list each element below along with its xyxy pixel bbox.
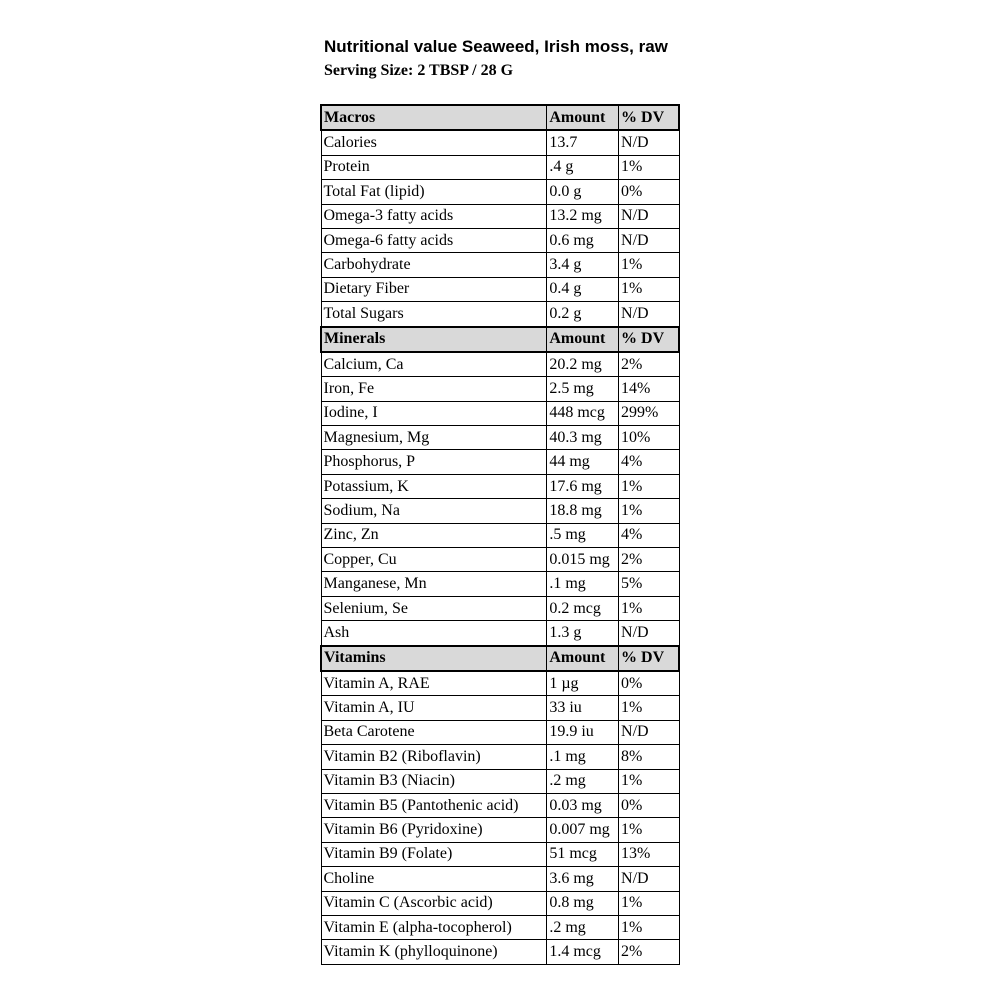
nutrient-name: Vitamin K (phylloquinone): [321, 940, 547, 964]
table-row: [321, 596, 679, 620]
nutrient-amount: .2 mg: [547, 915, 619, 939]
table-row: [321, 940, 679, 964]
table-row: [321, 769, 679, 793]
nutrient-name: Vitamin A, IU: [321, 696, 547, 720]
nutrient-dv: 13%: [619, 842, 679, 866]
nutrient-dv: N/D: [619, 720, 679, 744]
table-row: [321, 377, 679, 401]
nutrient-name: Selenium, Se: [321, 596, 547, 620]
table-row: [321, 621, 679, 646]
nutrient-name: Dietary Fiber: [321, 277, 547, 301]
nutrient-amount: .2 mg: [547, 769, 619, 793]
table-row: [321, 228, 679, 252]
nutrient-name: Calories: [321, 130, 547, 155]
nutrient-amount: 20.2 mg: [547, 352, 619, 377]
nutrient-name: Manganese, Mn: [321, 572, 547, 596]
nutrient-name: Calcium, Ca: [321, 352, 547, 377]
nutrient-amount: 0.4 g: [547, 277, 619, 301]
table-row: [321, 130, 679, 155]
nutrient-amount: 0.03 mg: [547, 793, 619, 817]
nutrient-dv: 0%: [619, 793, 679, 817]
table-row: [321, 499, 679, 523]
nutrient-amount: 13.7: [547, 130, 619, 155]
nutrient-name: Sodium, Na: [321, 499, 547, 523]
nutrient-dv: 10%: [619, 426, 679, 450]
table-row: [321, 745, 679, 769]
nutrient-amount: 2.5 mg: [547, 377, 619, 401]
nutrient-amount: 3.6 mg: [547, 867, 619, 891]
table-row: [321, 277, 679, 301]
nutrient-amount: 18.8 mg: [547, 499, 619, 523]
nutrition-table-body: [321, 105, 679, 964]
serving-size: Serving Size: 2 TBSP / 28 G: [324, 62, 514, 79]
document-title: Nutritional value Seaweed, Irish moss, raw: [324, 37, 668, 56]
nutrient-name: Zinc, Zn: [321, 523, 547, 547]
nutrient-dv: 1%: [619, 769, 679, 793]
nutrient-name: Total Sugars: [321, 302, 547, 327]
amount-header: Amount: [547, 646, 619, 671]
nutrient-name: Beta Carotene: [321, 720, 547, 744]
nutrient-name: Omega-6 fatty acids: [321, 228, 547, 252]
table-row: [321, 671, 679, 696]
nutrient-amount: 1 µg: [547, 671, 619, 696]
nutrient-dv: 1%: [619, 474, 679, 498]
nutrient-dv: 2%: [619, 352, 679, 377]
nutrient-amount: 3.4 g: [547, 253, 619, 277]
nutrient-amount: 0.2 g: [547, 302, 619, 327]
table-row: [321, 155, 679, 179]
table-row: [321, 204, 679, 228]
section-name: Macros: [321, 105, 547, 130]
table-row: [321, 426, 679, 450]
table-row: [321, 842, 679, 866]
nutrient-dv: 1%: [619, 499, 679, 523]
table-row: [321, 474, 679, 498]
nutrient-amount: 44 mg: [547, 450, 619, 474]
nutrient-name: Vitamin E (alpha-tocopherol): [321, 915, 547, 939]
table-row: [321, 572, 679, 596]
section-header-minerals: [321, 327, 679, 352]
table-row: [321, 696, 679, 720]
nutrient-dv: 1%: [619, 277, 679, 301]
nutrient-dv: 1%: [619, 253, 679, 277]
nutrient-amount: 51 mcg: [547, 842, 619, 866]
nutrient-amount: 1.3 g: [547, 621, 619, 646]
nutrient-name: Vitamin B3 (Niacin): [321, 769, 547, 793]
nutrient-name: Protein: [321, 155, 547, 179]
nutrient-dv: 2%: [619, 548, 679, 572]
nutrient-name: Iodine, I: [321, 401, 547, 425]
nutrient-amount: 17.6 mg: [547, 474, 619, 498]
nutrient-amount: 0.2 mcg: [547, 596, 619, 620]
table-row: [321, 818, 679, 842]
nutrition-table: [320, 104, 680, 965]
nutrient-amount: 0.015 mg: [547, 548, 619, 572]
nutrient-name: Vitamin B6 (Pyridoxine): [321, 818, 547, 842]
nutrient-amount: 40.3 mg: [547, 426, 619, 450]
amount-header: Amount: [547, 327, 619, 352]
nutrient-dv: 5%: [619, 572, 679, 596]
nutrient-amount: .5 mg: [547, 523, 619, 547]
nutrient-amount: .1 mg: [547, 745, 619, 769]
table-row: [321, 401, 679, 425]
nutrient-dv: N/D: [619, 228, 679, 252]
nutrient-name: Phosphorus, P: [321, 450, 547, 474]
table-row: [321, 180, 679, 204]
table-row: [321, 523, 679, 547]
nutrient-dv: 1%: [619, 891, 679, 915]
nutrient-amount: 0.007 mg: [547, 818, 619, 842]
nutrient-amount: 0.6 mg: [547, 228, 619, 252]
nutrient-dv: N/D: [619, 130, 679, 155]
nutrient-name: Vitamin B9 (Folate): [321, 842, 547, 866]
nutrient-dv: 4%: [619, 523, 679, 547]
table-row: [321, 548, 679, 572]
nutrient-dv: 1%: [619, 915, 679, 939]
table-row: [321, 302, 679, 327]
section-header-vitamins: [321, 646, 679, 671]
table-row: [321, 793, 679, 817]
nutrient-dv: N/D: [619, 621, 679, 646]
nutrient-dv: 14%: [619, 377, 679, 401]
section-header-macros: [321, 105, 679, 130]
nutrient-amount: 0.0 g: [547, 180, 619, 204]
dv-header: % DV: [619, 646, 679, 671]
nutrient-amount: 33 iu: [547, 696, 619, 720]
table-row: [321, 720, 679, 744]
section-name: Minerals: [321, 327, 547, 352]
nutrient-dv: 299%: [619, 401, 679, 425]
amount-header: Amount: [547, 105, 619, 130]
nutrient-dv: N/D: [619, 867, 679, 891]
table-row: [321, 891, 679, 915]
nutrient-name: Vitamin B2 (Riboflavin): [321, 745, 547, 769]
nutrient-amount: 0.8 mg: [547, 891, 619, 915]
nutrient-amount: 19.9 iu: [547, 720, 619, 744]
nutrient-dv: N/D: [619, 204, 679, 228]
section-name: Vitamins: [321, 646, 547, 671]
nutrient-dv: 1%: [619, 696, 679, 720]
nutrient-name: Iron, Fe: [321, 377, 547, 401]
nutrient-amount: .4 g: [547, 155, 619, 179]
nutrient-name: Magnesium, Mg: [321, 426, 547, 450]
nutrient-name: Total Fat (lipid): [321, 180, 547, 204]
nutrient-name: Choline: [321, 867, 547, 891]
nutrient-dv: 0%: [619, 180, 679, 204]
table-row: [321, 450, 679, 474]
nutrient-dv: 2%: [619, 940, 679, 964]
nutrient-dv: 4%: [619, 450, 679, 474]
nutrient-name: Carbohydrate: [321, 253, 547, 277]
nutrient-name: Copper, Cu: [321, 548, 547, 572]
dv-header: % DV: [619, 327, 679, 352]
nutrient-amount: 448 mcg: [547, 401, 619, 425]
nutrient-dv: 1%: [619, 155, 679, 179]
nutrient-dv: 1%: [619, 818, 679, 842]
nutrient-amount: 1.4 mcg: [547, 940, 619, 964]
dv-header: % DV: [619, 105, 679, 130]
nutrient-amount: 13.2 mg: [547, 204, 619, 228]
nutrient-dv: N/D: [619, 302, 679, 327]
table-row: [321, 915, 679, 939]
nutrient-name: Ash: [321, 621, 547, 646]
nutrient-name: Potassium, K: [321, 474, 547, 498]
nutrient-amount: .1 mg: [547, 572, 619, 596]
table-row: [321, 352, 679, 377]
nutrient-dv: 8%: [619, 745, 679, 769]
nutrient-dv: 0%: [619, 671, 679, 696]
nutrient-name: Vitamin B5 (Pantothenic acid): [321, 793, 547, 817]
nutrient-name: Vitamin C (Ascorbic acid): [321, 891, 547, 915]
nutrient-dv: 1%: [619, 596, 679, 620]
nutrient-name: Omega-3 fatty acids: [321, 204, 547, 228]
table-row: [321, 867, 679, 891]
nutrient-name: Vitamin A, RAE: [321, 671, 547, 696]
table-row: [321, 253, 679, 277]
